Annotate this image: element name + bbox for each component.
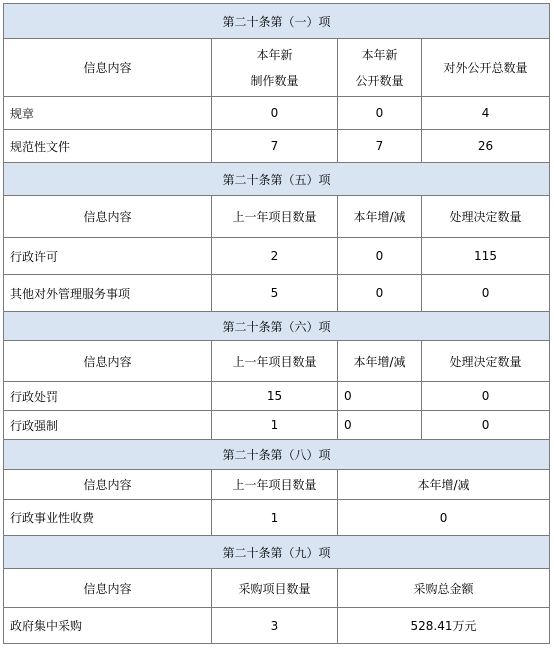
row-label: 政府集中采购: [4, 608, 212, 644]
cell-value: 115: [422, 238, 550, 275]
cell-value: 528.41万元: [338, 608, 550, 644]
column-header: 信息内容: [4, 569, 212, 608]
table-row: [4, 608, 550, 644]
row-label: 行政处罚: [4, 382, 212, 411]
cell-value: 0: [338, 97, 422, 130]
section-header-row: [4, 536, 550, 569]
cell-value: 0: [338, 238, 422, 275]
disclosure-table: [3, 3, 550, 644]
column-header: 信息内容: [4, 341, 212, 382]
column-header: 采购项目数量: [212, 569, 338, 608]
cell-value: 4: [422, 97, 550, 130]
cell-value: 5: [212, 275, 338, 312]
table-row: [4, 97, 550, 130]
column-header: 处理决定数量: [422, 196, 550, 238]
row-label: 行政强制: [4, 411, 212, 440]
section-title: 第二十条第（五）项: [4, 163, 550, 196]
column-header-line: 公开数量: [355, 73, 404, 88]
cell-value: 0: [338, 382, 422, 411]
cell-value: 1: [212, 500, 338, 536]
table-row: [4, 275, 550, 312]
cell-value: 26: [422, 130, 550, 163]
column-header-row: [4, 569, 550, 608]
table-row: [4, 500, 550, 536]
column-header: [212, 39, 338, 97]
cell-value: 0: [422, 382, 550, 411]
section-header-row: [4, 312, 550, 341]
cell-value: 1: [212, 411, 338, 440]
cell-value: 0: [212, 97, 338, 130]
column-header-line: 本年新: [256, 47, 293, 62]
column-header: 处理决定数量: [422, 341, 550, 382]
column-header: 对外公开总数量: [422, 39, 550, 97]
section-title: 第二十条第（九）项: [4, 536, 550, 569]
section-title: 第二十条第（六）项: [4, 312, 550, 341]
table-row: [4, 411, 550, 440]
cell-value: 0: [338, 411, 422, 440]
row-label: 规范性文件: [4, 130, 212, 163]
section-header-row: [4, 440, 550, 470]
column-header-row: [4, 341, 550, 382]
section-header-row: [4, 4, 550, 39]
cell-value: 2: [212, 238, 338, 275]
column-header: 信息内容: [4, 196, 212, 238]
column-header-row: [4, 196, 550, 238]
column-header: 本年增/减: [338, 470, 550, 500]
column-header-row: [4, 39, 550, 97]
row-label: 行政许可: [4, 238, 212, 275]
section-header-row: [4, 163, 550, 196]
cell-value: 7: [338, 130, 422, 163]
column-header-row: [4, 470, 550, 500]
row-label: 规章: [4, 97, 212, 130]
cell-value: 15: [212, 382, 338, 411]
table-row: [4, 382, 550, 411]
column-header: 上一年项目数量: [212, 341, 338, 382]
column-header-line: 制作数量: [250, 73, 299, 88]
column-header: 上一年项目数量: [212, 470, 338, 500]
column-header: 采购总金额: [338, 569, 550, 608]
row-label: 其他对外管理服务事项: [4, 275, 212, 312]
column-header: 上一年项目数量: [212, 196, 338, 238]
table-row: [4, 130, 550, 163]
column-header-line: 本年新: [361, 47, 398, 62]
column-header: [338, 39, 422, 97]
column-header: 信息内容: [4, 39, 212, 97]
column-header: 本年增/减: [338, 341, 422, 382]
cell-value: 0: [338, 275, 422, 312]
cell-value: 3: [212, 608, 338, 644]
column-header: 信息内容: [4, 470, 212, 500]
section-title: 第二十条第（八）项: [4, 440, 550, 470]
cell-value: 0: [422, 275, 550, 312]
cell-value: 0: [338, 500, 550, 536]
column-header: 本年增/减: [338, 196, 422, 238]
table-row: [4, 238, 550, 275]
cell-value: 7: [212, 130, 338, 163]
row-label: 行政事业性收费: [4, 500, 212, 536]
cell-value: 0: [422, 411, 550, 440]
section-title: 第二十条第（一）项: [4, 4, 550, 39]
